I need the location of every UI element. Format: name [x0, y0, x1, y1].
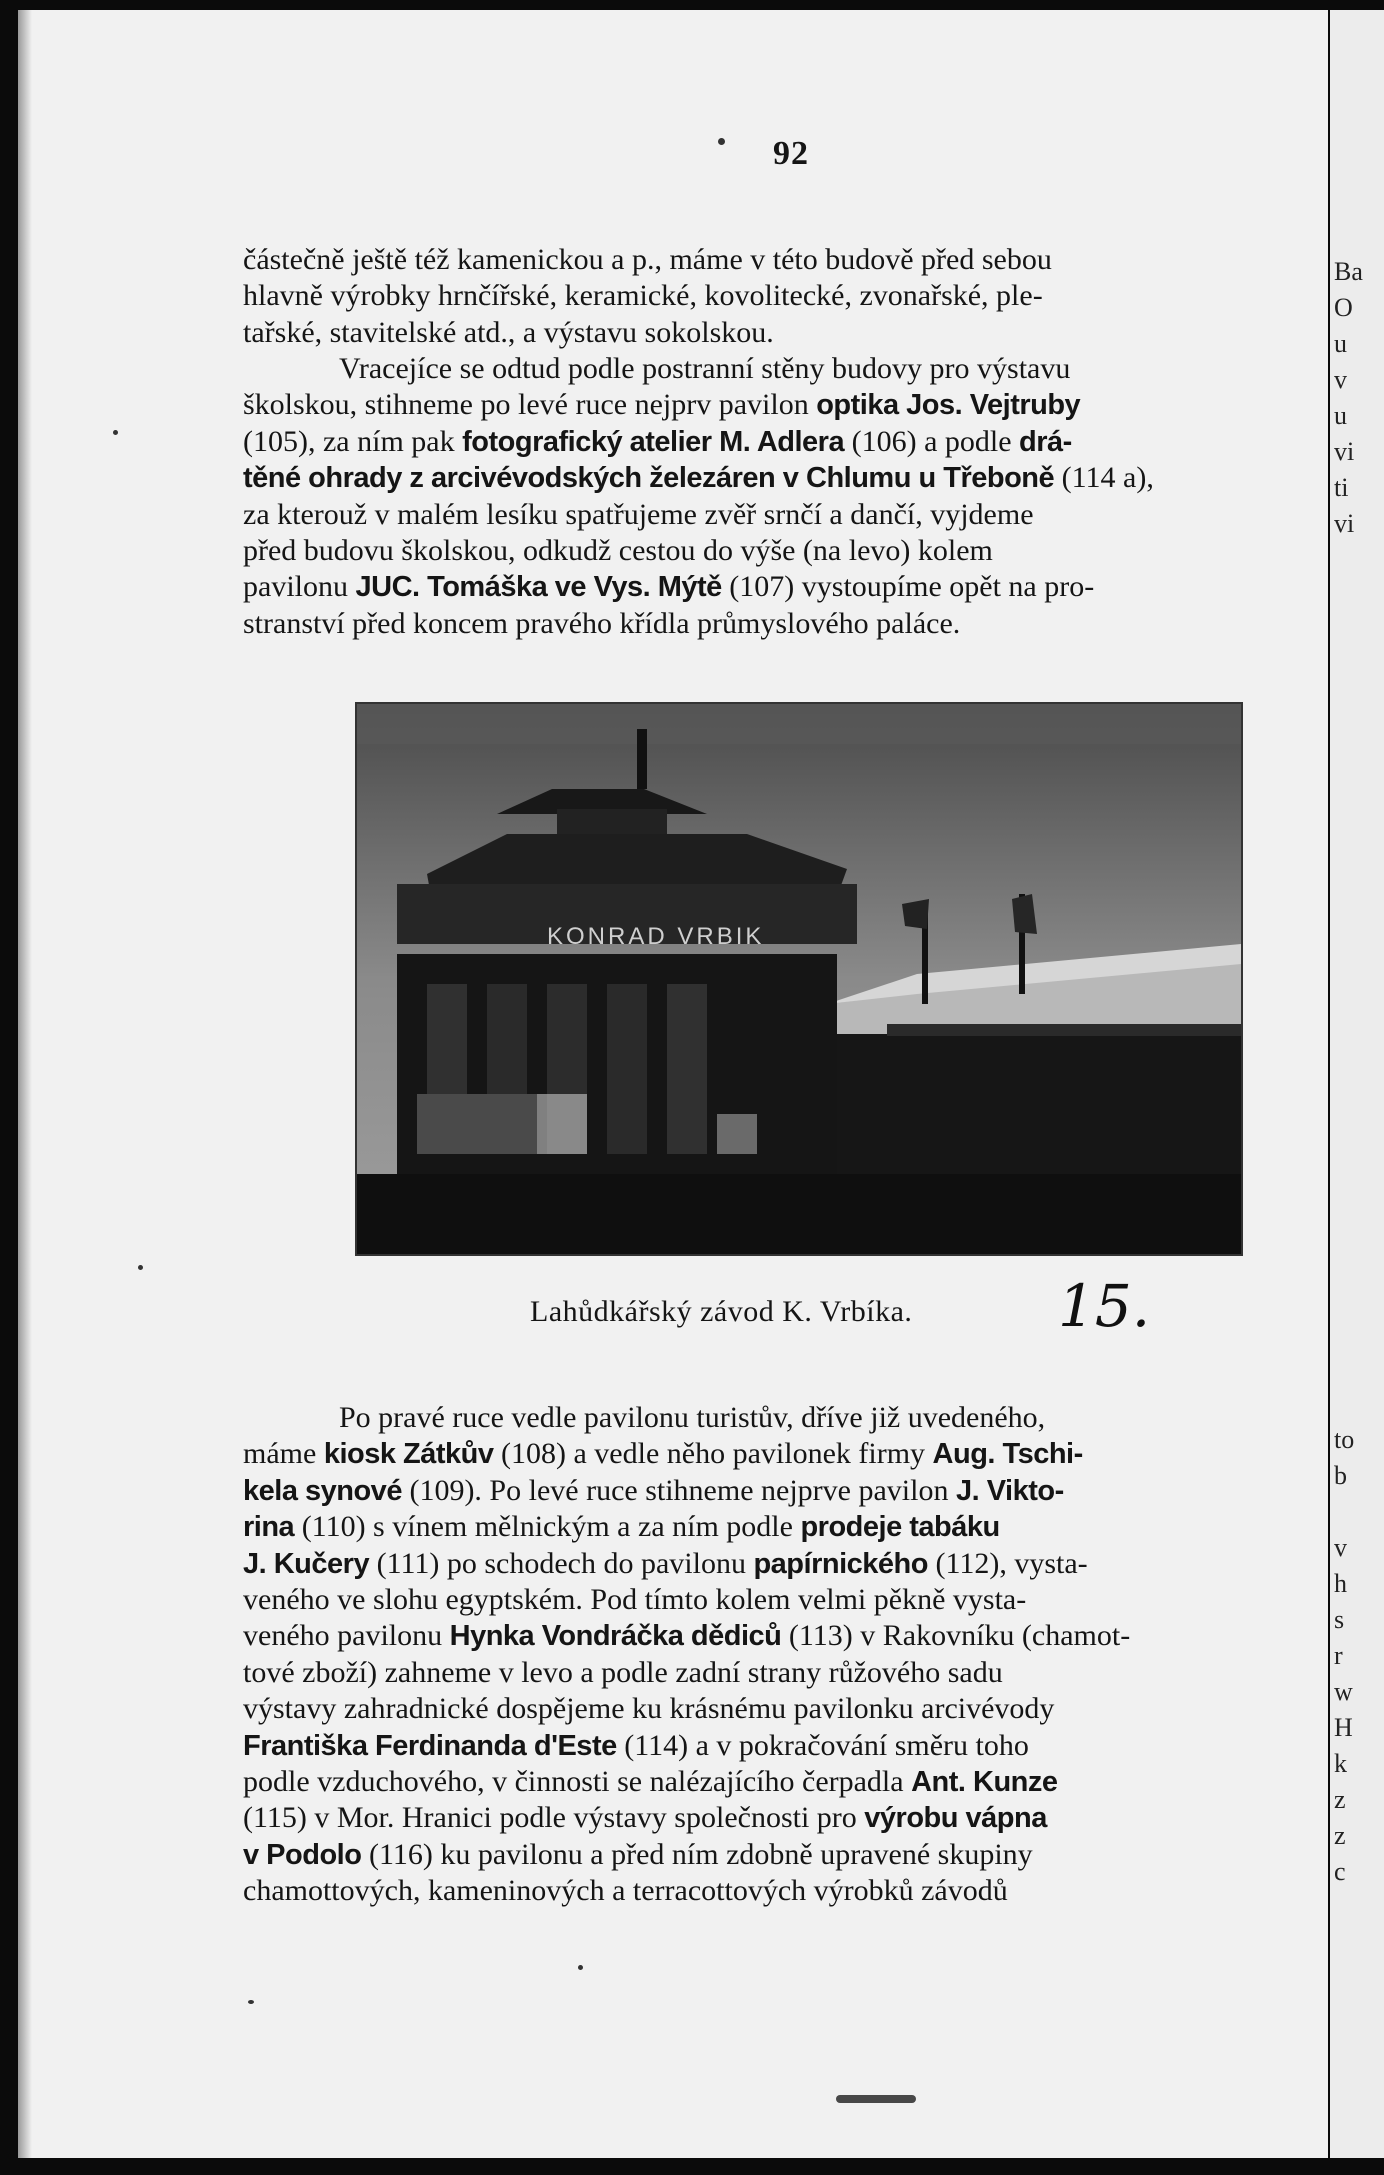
bold-name-text: v Podolo — [243, 1838, 362, 1871]
body-text: (114 a), — [1054, 461, 1154, 495]
bold-name-text: J. Vikto- — [955, 1474, 1064, 1507]
text-line — [243, 351, 1328, 387]
bold-name-text: drá- — [1019, 425, 1072, 458]
adjacent-page-fragment: z — [1334, 1821, 1346, 1850]
text-line — [243, 460, 1328, 496]
body-text: veného ve slohu egyptském. Pod tímto kolem velmi pěkně vysta- — [243, 1582, 1027, 1616]
text-line: částečně ještě též kamenickou a p., máme v této budově před sebou — [243, 243, 1052, 276]
paragraph-3 — [243, 1400, 1328, 1909]
text-line — [243, 569, 1328, 605]
body-text: školskou, stihneme po levé ruce nejprv pavilon — [243, 388, 817, 422]
adjacent-page-fragment: vi — [1334, 437, 1355, 466]
ink-speck — [578, 1965, 583, 1970]
adjacent-page-fragment: s — [1334, 1605, 1345, 1634]
adjacent-page-fragment: v — [1334, 1533, 1347, 1562]
body-text: Vracejíce se odtud podle postranní stěny budovy pro výstavu — [339, 352, 1071, 385]
body-text: veného pavilonu — [243, 1619, 450, 1653]
adjacent-page-upper-fragments — [1330, 254, 1384, 542]
bold-name-text: fotografický atelier M. Adlera — [462, 425, 845, 458]
body-text: máme — [243, 1437, 324, 1471]
body-text: (110) s vínem mělnickým a za ním podle — [294, 1510, 801, 1544]
body-text: (105), za ním pak — [243, 424, 463, 458]
body-text: pavilonu — [243, 570, 356, 604]
handwritten-note: 15. — [1058, 1272, 1151, 1340]
body-text: před budovu školskou, odkudž cestou do výše (na levo) kolem — [243, 533, 993, 567]
pavilion-sign: KONRAD VRBIK — [547, 923, 765, 950]
body-text: (108) a vedle něho pavilonek firmy — [493, 1437, 933, 1471]
bold-name-text: J. Kučery — [243, 1547, 370, 1580]
adjacent-page-fragment: h — [1334, 1569, 1347, 1598]
ink-speck — [248, 2000, 254, 2004]
body-text: (109). Po levé ruce stihneme nejprve pavilon — [401, 1473, 956, 1507]
text-line: hlavně výrobky hrnčířské, keramické, kovolitecké, zvonařské, ple- — [243, 279, 1043, 313]
bold-name-text: prodeje tabáku — [800, 1511, 1000, 1544]
adjacent-page-fragment: k — [1334, 1749, 1347, 1778]
ink-speck — [113, 430, 118, 435]
body-text: (107) vystoupíme opět na pro- — [721, 570, 1095, 604]
bold-name-text: papírnického — [753, 1547, 928, 1580]
text-line — [243, 1618, 1328, 1654]
body-text: chamottových, kameninových a terracottových výrobků závodů — [243, 1874, 1008, 1908]
body-text: (115) v Mor. Hranici podle výstavy společnosti pro — [243, 1801, 865, 1835]
adjacent-page-fragment: u — [1334, 401, 1347, 430]
bold-name-text: Františka Ferdinanda d'Este — [243, 1729, 617, 1762]
text-line: tařské, stavitelské atd., a výstavu sokolskou. — [243, 315, 774, 349]
bold-name-text: kiosk Zátkův — [323, 1438, 494, 1471]
bold-name-text: Ant. Kunze — [911, 1765, 1058, 1798]
body-text: (112), vysta- — [927, 1546, 1088, 1580]
body-text: (114) a v pokračování směru toho — [616, 1728, 1029, 1762]
body-text: (113) v Rakovníku (chamot- — [781, 1619, 1131, 1653]
paragraph-2 — [243, 351, 1328, 642]
bold-name-text: rina — [243, 1511, 295, 1544]
adjacent-page-fragment: w — [1334, 1677, 1353, 1706]
adjacent-page-fragment: Ba — [1334, 257, 1363, 286]
photo-caption: Lahůdkářský závod K. Vrbíka. — [530, 1295, 913, 1328]
body-text: tové zboží) zahneme v levo a podle zadní strany růžového sadu — [243, 1655, 1003, 1689]
adjacent-page-edge — [1330, 10, 1384, 2158]
body-text: stranství před koncem pravého křídla průmyslového paláce. — [243, 606, 961, 640]
ink-speck — [718, 138, 725, 145]
body-text: výstavy zahradnické dospějeme ku krásnému pavilonku arcivévody — [243, 1692, 1055, 1726]
page-binding-shadow — [18, 10, 32, 2158]
adjacent-page-fragment: ti — [1334, 473, 1349, 502]
body-text: podle vzduchového, v činnosti se nalézajícího čerpadla — [243, 1764, 912, 1798]
body-text: (111) po schodech do pavilonu — [369, 1546, 754, 1580]
text-line — [243, 1728, 1328, 1764]
text-line — [243, 1800, 1328, 1836]
adjacent-page-fragment — [1330, 1494, 1384, 1530]
text-line — [243, 1473, 1328, 1509]
adjacent-page-fragment: r — [1334, 1641, 1343, 1670]
text-line — [243, 1436, 1328, 1472]
body-text: Po pravé ruce vedle pavilonu turistův, dříve již uvedeného, — [339, 1401, 1046, 1434]
ink-speck — [138, 1265, 143, 1270]
bold-name-text: Aug. Tschi- — [932, 1438, 1083, 1471]
text-line — [243, 387, 1328, 423]
bold-name-text: optika Jos. Vejtruby — [816, 389, 1081, 422]
text-line — [243, 1546, 1328, 1582]
adjacent-page-fragment: O — [1334, 293, 1353, 322]
bold-name-text: těné ohrady z arcivévodských železáren v Chlumu u Třeboně — [243, 462, 1055, 495]
pavilion-photograph — [355, 702, 1243, 1256]
body-text: (106) a podle — [844, 424, 1020, 458]
text-line — [243, 1873, 1328, 1909]
bold-name-text: kela synové — [243, 1474, 402, 1507]
adjacent-page-fragment: vi — [1334, 509, 1355, 538]
adjacent-page-fragment: to — [1334, 1425, 1355, 1454]
text-line — [243, 1691, 1328, 1727]
adjacent-page-lower-fragments — [1330, 1422, 1384, 1890]
text-line — [243, 1764, 1328, 1800]
photo-image — [357, 704, 1241, 1254]
body-text: za kterouž v malém lesíku spatřujeme zvěř srnčí a dančí, vyjdeme — [243, 497, 1034, 531]
text-line — [243, 1582, 1328, 1618]
paragraph-1 — [243, 242, 1328, 351]
adjacent-page-fragment: v — [1334, 365, 1347, 394]
text-line — [243, 497, 1328, 533]
adjacent-page-fragment: H — [1334, 1713, 1353, 1742]
text-line — [243, 1509, 1328, 1545]
ink-smudge — [836, 2095, 916, 2103]
adjacent-page-fragment: z — [1334, 1785, 1346, 1814]
text-line — [243, 606, 1328, 642]
adjacent-page-fragment: b — [1334, 1461, 1347, 1490]
text-line — [243, 424, 1328, 460]
text-line — [243, 1400, 1328, 1436]
page-number: 92 — [773, 135, 809, 172]
text-line — [243, 1655, 1328, 1691]
book-page — [18, 10, 1328, 2158]
body-text: (116) ku pavilonu a před ním zdobně upravené skupiny — [361, 1837, 1033, 1871]
bold-name-text: Hynka Vondráčka dědiců — [449, 1620, 782, 1653]
bold-name-text: JUC. Tomáška ve Vys. Mýtě — [355, 571, 722, 604]
adjacent-page-fragment: c — [1334, 1857, 1346, 1886]
text-line — [243, 533, 1328, 569]
bold-name-text: výrobu vápna — [864, 1802, 1047, 1835]
text-line — [243, 1837, 1328, 1873]
adjacent-page-fragment: u — [1334, 329, 1347, 358]
